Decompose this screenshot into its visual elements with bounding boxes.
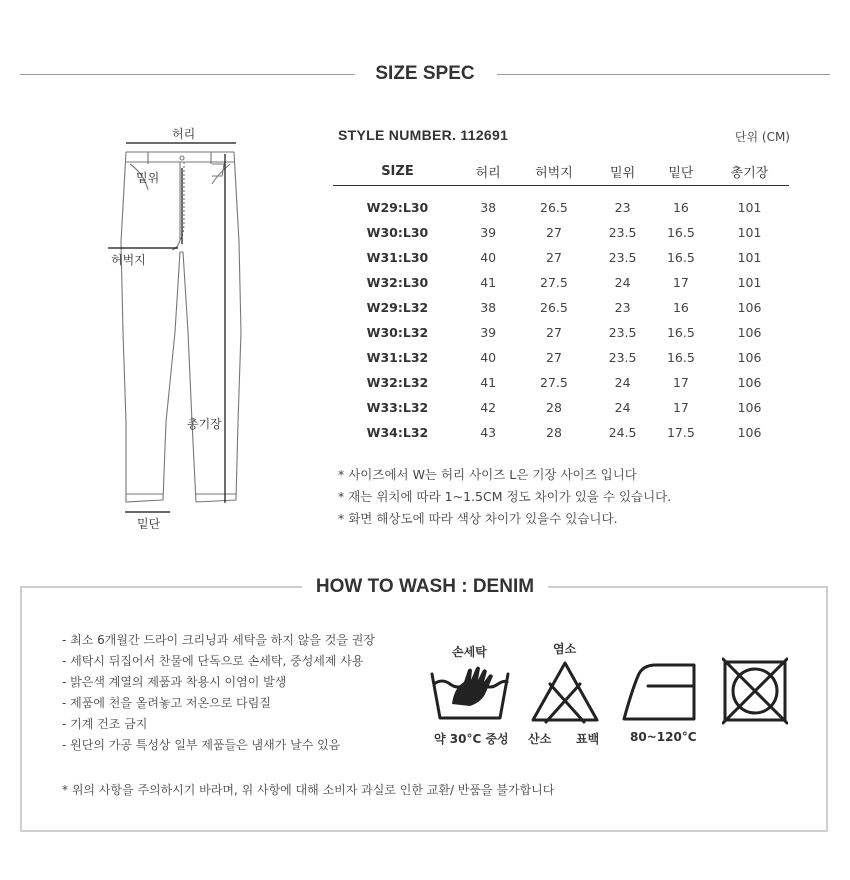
- table-row: [333, 245, 789, 270]
- table-row: [333, 295, 789, 320]
- table-cell: 16: [672, 300, 689, 315]
- table-cell: 28: [546, 425, 562, 440]
- table-row: [333, 395, 789, 420]
- table-cell: W33:L32: [366, 400, 429, 415]
- table-cell: 23.5: [608, 225, 637, 240]
- col-header: 허리: [462, 158, 515, 186]
- table-cell: 106: [737, 400, 762, 415]
- table-cell: W30:L32: [366, 325, 429, 340]
- table-cell: 23.5: [608, 250, 637, 265]
- table-cell: 27: [546, 225, 562, 240]
- size-notes: [338, 464, 671, 530]
- pants-illustration: [108, 122, 258, 534]
- wash-title: HOW TO WASH : DENIM: [302, 576, 548, 597]
- table-cell: 26.5: [540, 200, 568, 215]
- table-cell: 106: [737, 300, 762, 315]
- table-cell: 16.5: [666, 250, 695, 265]
- table-cell: W31:L30: [366, 250, 429, 265]
- table-cell: 17: [672, 275, 689, 290]
- instruction-item: - 세탁시 뒤집어서 찬물에 단독으로 손세탁, 중성세제 사용: [62, 654, 364, 668]
- col-header: 밑단: [652, 158, 710, 186]
- note-line: * 화면 해상도에 따라 색상 차이가 있을수 있습니다.: [338, 511, 618, 526]
- note-line: * 사이즈에서 W는 허리 사이즈 L은 기장 사이즈 입니다: [338, 467, 637, 482]
- table-cell: 16: [672, 200, 689, 215]
- table-cell: 24: [614, 375, 631, 390]
- label-thigh: 허벅지: [111, 253, 146, 267]
- table-cell: W34:L32: [366, 425, 429, 440]
- table-cell: 41: [480, 375, 497, 390]
- style-number: STYLE NUMBER. 112691: [338, 127, 509, 143]
- instruction-item: - 최소 6개월간 드라이 크리닝과 세탁을 하지 않을 것을 권장: [62, 633, 375, 647]
- label-total-length: 총기장: [187, 417, 222, 431]
- table-cell: 16.5: [666, 325, 695, 340]
- table-cell: 101: [737, 250, 762, 265]
- table-cell: 17.5: [666, 425, 695, 440]
- table-cell: 106: [737, 325, 762, 340]
- table-cell: 43: [480, 425, 497, 440]
- unit-label: 단위 (CM): [734, 130, 790, 144]
- table-cell: 40: [480, 250, 497, 265]
- iron-icon: [622, 662, 696, 722]
- table-cell: 17: [672, 400, 689, 415]
- wash-instructions: [62, 630, 375, 756]
- table-cell: 17: [672, 375, 689, 390]
- table-cell: 24: [614, 400, 631, 415]
- table-cell: 23.5: [608, 325, 637, 340]
- wash-header: [20, 572, 830, 602]
- table-cell: 101: [737, 225, 762, 240]
- table-cell: 101: [737, 275, 762, 290]
- table-cell: 38: [480, 300, 497, 315]
- table-cell: W29:L30: [366, 200, 429, 215]
- table-row: [333, 220, 789, 245]
- table-cell: W32:L30: [366, 275, 429, 290]
- size-spec-title: SIZE SPEC: [361, 63, 488, 84]
- bleach-top-label: 염소: [553, 642, 577, 656]
- no-tumble-dry-icon: [722, 657, 788, 725]
- table-cell: 39: [480, 325, 497, 340]
- iron-label: 80~120°C: [630, 730, 697, 744]
- table-cell: 27.5: [540, 275, 568, 290]
- table-cell: 16.5: [666, 350, 695, 365]
- table-cell: 23.5: [608, 350, 637, 365]
- note-line: * 재는 위치에 따라 1~1.5CM 정도 차이가 있을 수 있습니다.: [338, 489, 672, 504]
- table-cell: 24: [614, 275, 631, 290]
- table-cell: 27.5: [540, 375, 568, 390]
- instruction-item: - 원단의 가공 특성상 일부 제품들은 냄새가 날수 있음: [62, 738, 341, 752]
- label-hem: 밑단: [137, 517, 161, 531]
- col-header: SIZE: [333, 158, 462, 186]
- table-cell: 27: [546, 325, 562, 340]
- table-cell: 28: [546, 400, 562, 415]
- pants-diagram: [108, 122, 258, 534]
- table-cell: 26.5: [540, 300, 568, 315]
- table-header-row: [333, 158, 789, 186]
- handwash-top-label: 손세탁: [452, 645, 487, 659]
- table-cell: 106: [737, 350, 762, 365]
- table-cell: 101: [737, 200, 762, 215]
- table-cell: 23: [614, 200, 631, 215]
- table-cell: 106: [737, 375, 762, 390]
- table-cell: 39: [480, 225, 497, 240]
- table-cell: 23: [614, 300, 631, 315]
- table-cell: 40: [480, 350, 497, 365]
- table-row: [333, 370, 789, 395]
- size-spec-table: [333, 158, 789, 445]
- label-waist: 허리: [172, 127, 196, 141]
- table-row: [333, 345, 789, 370]
- table-row: [333, 320, 789, 345]
- table-cell: W32:L32: [366, 375, 429, 390]
- table-cell: W29:L32: [366, 300, 429, 315]
- table-cell: W31:L32: [366, 350, 429, 365]
- table-cell: 38: [480, 200, 497, 215]
- table-row: [333, 270, 789, 295]
- handwash-bottom-label: 약 30°C 중성: [434, 732, 509, 746]
- bleach-bottom-left-label: 산소: [528, 732, 552, 746]
- table-cell: 16.5: [666, 225, 695, 240]
- col-header: 총기장: [710, 158, 789, 186]
- instruction-item: - 제품에 천을 올려놓고 저온으로 다림질: [62, 696, 271, 710]
- table-cell: 41: [480, 275, 497, 290]
- table-cell: 24.5: [608, 425, 637, 440]
- table-cell: 106: [737, 425, 762, 440]
- table-body: [333, 186, 789, 446]
- table-cell: 27: [546, 250, 562, 265]
- instruction-item: - 기계 건조 금지: [62, 717, 148, 731]
- instruction-item: - 밝은색 계열의 제품과 착용시 이염이 발생: [62, 675, 287, 689]
- bleach-icon: [530, 660, 600, 724]
- label-rise: 밑위: [136, 171, 160, 185]
- table-row: [333, 195, 789, 220]
- col-header: 허벅지: [515, 158, 594, 186]
- table-cell: 27: [546, 350, 562, 365]
- table-cell: 42: [480, 400, 497, 415]
- wash-footer-note: * 위의 사항을 주의하시기 바라며, 위 사항에 대해 소비자 과실로 인한 교환/ 반품을 불가합니다: [62, 783, 555, 797]
- size-spec-header: [20, 59, 830, 89]
- col-header: 밑위: [593, 158, 651, 186]
- handwash-icon: [430, 664, 510, 720]
- bleach-bottom-right-label: 표백: [576, 732, 600, 746]
- table-cell: W30:L30: [366, 225, 429, 240]
- table-row: [333, 420, 789, 445]
